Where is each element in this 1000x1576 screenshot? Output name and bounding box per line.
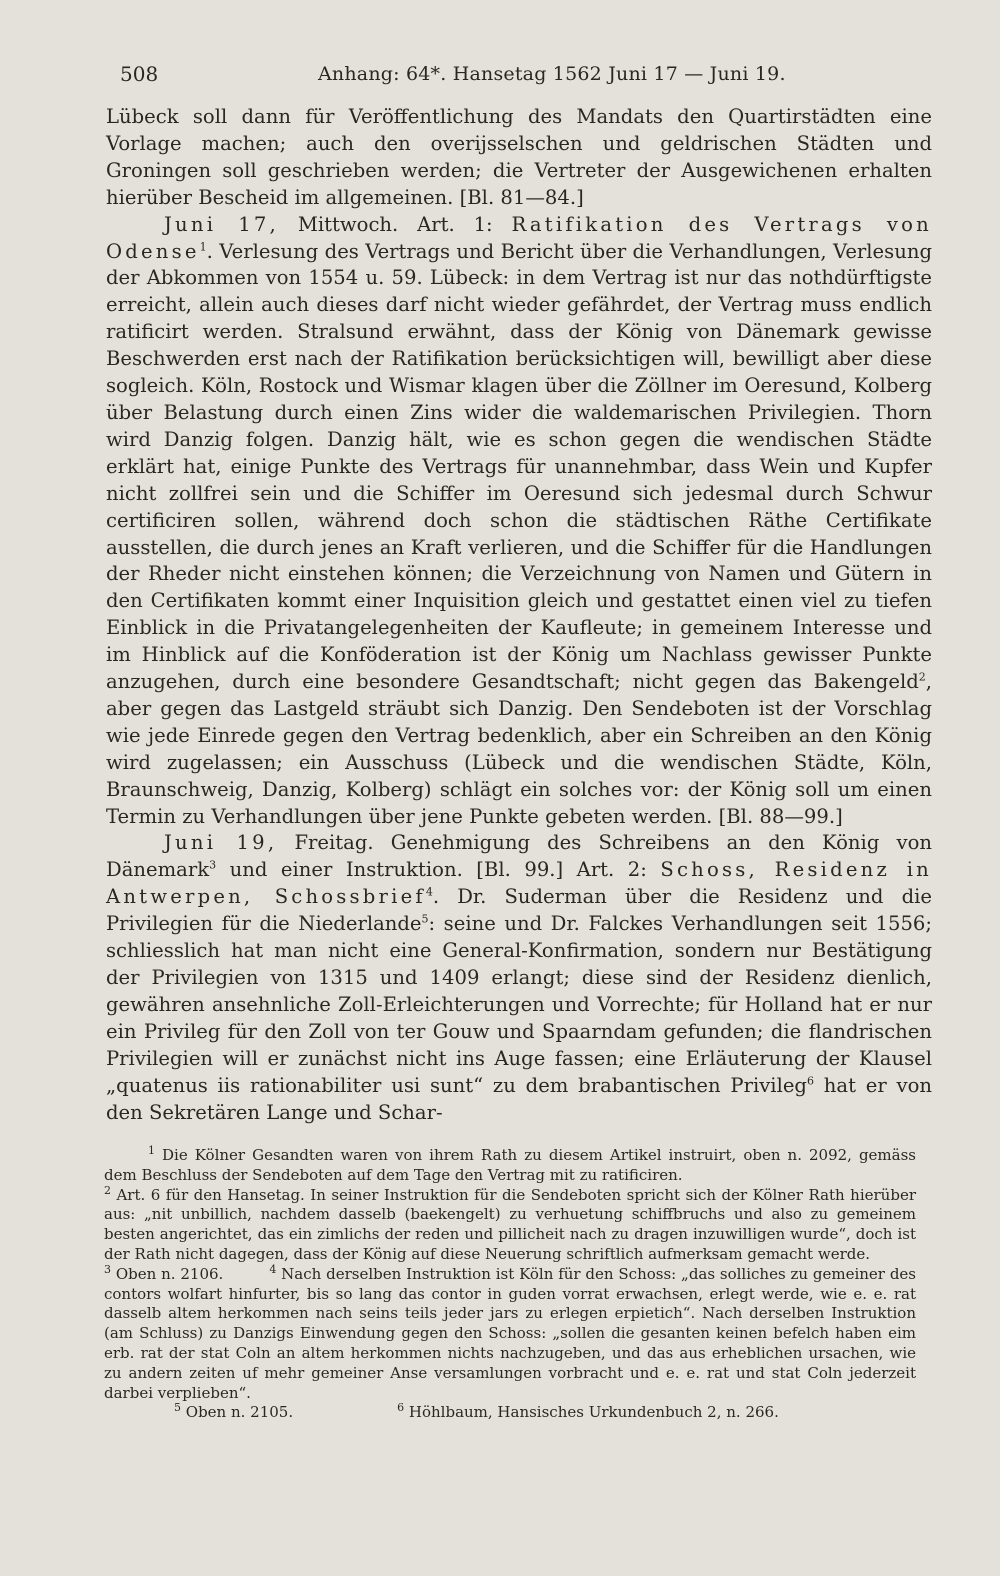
paragraph-text: : seine und Dr. Falckes Verhandlungen seit 1556; schliesslich hat man nicht eine General-Konfirmation, sondern nur Bestätigung der Privilegien von 1315 und 1409 erlangt; diese sind der Residenz dienlich, gewähren ansehnliche Zoll-Erleichterungen und Vorrechte; für Holland hat er nur ein Privileg für den Zoll von ter Gouw und Spaarndam gefunden; die flandrischen Privilegien will er zunächst nicht ins Auge fassen; eine Erläuterung der Klausel „quatenus iis rationabiliter usi sunt“ zu dem brabantischen Privileg <box>106 912 932 1097</box>
footnote-1 <box>104 1146 916 1186</box>
entry-date: Juni 19, <box>164 831 278 855</box>
paragraph-text: hat er von den Sekretären Lange und Schar- <box>106 1073 932 1124</box>
article-topic: Schoss, Residenz in Antwerpen, Schossbrief <box>106 858 932 909</box>
page-number: 508 <box>120 62 159 86</box>
footnote-2-3-4 <box>104 1183 916 1404</box>
paragraph-text: Freitag. Genehmigung des Schreibens an den König von Dänemark <box>106 831 932 882</box>
footnote-text: Nach derselben Instruktion ist Köln für den Schoss: „das solliches zu gemeiner des contors wolfart hinfurter, bis so lang das contor in guden vorrat erwachsen, erlegt werde, wie e. e. rat dasselb altem herkommen nach seins teils jeder jars zu erlegen erpietich“. Nach derselben Instruktion (am Schluss) zu Danzigs Einwendung gegen den Schoss: „sollen die gesanten keinen befelch haben eim erb. rat der stat Coln an altem herkommen nichts nachzugeben, und das aus erheblichen ursachen, wie zu andern zeiten uf mehr gemeiner Anse versamlungen vorbracht und e. e. rat und stat Coln jederzeit darbei verplieben“. <box>104 1264 916 1402</box>
main-text <box>106 104 932 1126</box>
footnote-ref: 4 <box>425 885 433 899</box>
article-number: Art. 1: <box>417 212 493 236</box>
footnote-ref: 5 <box>421 912 429 926</box>
paragraph-text: und einer Instruktion. [Bl. 99.] Art. 2: <box>216 858 647 882</box>
paragraph-text: . Dr. Suderman über die Residenz und die Privilegien für die Niederlande <box>106 885 933 936</box>
paragraph-june-17 <box>106 212 932 831</box>
footnotes <box>104 1146 916 1423</box>
footnote-text: Oben n. 2105. <box>181 1403 294 1422</box>
paragraph-text: . Verlesung des Vertrags und Bericht über die Verhandlungen, Verlesung der Abkommen von 1554 u. 59. Lübeck: in dem Vertrag ist nur das nothdürftigste erreicht, allein auch dieses darf nicht wieder gefährdet, der Vertrag muss endlich ratificirt werden. Stralsund erwähnt, dass der König von Dänemark gewisse Beschwerden erst nach der Ratifikation berücksichtigen will, bewilligt aber diese sogleich. Köln, Rostock und Wismar klagen über die Zöllner im Oeresund, Kolberg über Belastung durch einen Zins wider die waldemarischen Privilegien. Thorn wird Danzig folgen. Danzig hält, wie es schon gegen die wendischen Städte erklärt hat, einige Punkte des Vertrags für unannehmbar, dass Wein und Kupfer nicht zollfrei sein und die Schiffer im Oeresund sich jedesmal durch Schwur certificiren sollen, während doch schon die städtischen Räthe Certifikate ausstellen, die durch jenes an Kraft verlieren, und die Schiffer für die Handlungen der Rheder nicht einstehen können; die Verzeichnung von Namen und Gütern in den Certifikaten kommt einer Inquisition gleich und gestattet einen viel zu tiefen Einblick in die Privatangelegenheiten der Kaufleute; in gemeinem Interesse und im Hinblick auf die Konföderation ist der König um Nachlass gewisser Punkte anzugehen, durch eine besondere Gesandtschaft; nicht gegen das Bakengeld <box>106 239 932 694</box>
footnote-text: Art. 6 für den Hansetag. In seiner Instruktion für die Sendeboten spricht sich der Kölner Rath hierüber aus: „nit unbillich, nachdem dasselb (baekengelt) zu verhuetung schiffbruchs und also zu gemeinem besten angerichtet, das ein zimlichs der reden und pillicheit nach zu dragen inzuwilligen wurde“, doch ist der Rath nicht dagegen, dass der König auf diese Neuerung schriftlich aufmerksam gemacht werde. <box>104 1185 916 1263</box>
entry-date: Juni 17, <box>164 212 279 236</box>
footnote-mark: 1 <box>148 1144 155 1157</box>
paragraph-june-19 <box>106 830 932 1126</box>
entry-weekday: Mittwoch. <box>297 212 399 236</box>
footnote-ref: 2 <box>918 670 926 684</box>
footnote-text: Höhlbaum, Hansisches Urkundenbuch 2, n. 266. <box>404 1403 779 1422</box>
footnote-mark: 5 <box>174 1401 181 1415</box>
footnote-text: Die Kölner Gesandten waren von ihrem Rath zu diesem Artikel instruirt, oben n. 2092, gemäss dem Beschluss der Sendeboten auf dem Tage den Vertrag mit zu ratificiren. <box>104 1146 916 1184</box>
paragraph-text: , aber gegen das Lastgeld sträubt sich Danzig. Den Sendeboten ist der Vorschlag wie jede Einrede gegen den Vertrag bedenklich, aber ein Schreiben an den König wird zugelassen; ein Ausschuss (Lübeck und die wendischen Städte, Köln, Braunschweig, Danzig, Kolberg) schlägt ein solches vor: der König soll um einen Termin zu Verhandlungen über jene Punkte gebeten werden. [Bl. 88—99.] <box>106 670 932 828</box>
footnote-text: Oben n. 2106. <box>111 1264 224 1283</box>
footnote-mark: 2 <box>104 1183 111 1197</box>
footnote-mark: 6 <box>397 1401 405 1415</box>
footnote-5-6 <box>104 1403 916 1423</box>
article-topic: Ratifikation des Vertrags von Odense <box>106 212 932 263</box>
footnote-mark: 4 <box>269 1262 277 1276</box>
footnote-mark: 3 <box>104 1262 111 1276</box>
running-title: Anhang: 64*. Hansetag 1562 Juni 17 — Juni 19. <box>318 63 786 85</box>
footnote-ref: 3 <box>209 858 217 872</box>
footnote-ref: 6 <box>806 1074 814 1088</box>
paragraph-1: Lübeck soll dann für Veröffentlichung des Mandats den Quartirstädten eine Vorlage machen; auch den overijsselschen und geldrischen Städten und Groningen soll geschrieben werden; die Vertreter der Ausgewichenen erhalten hierüber Bescheid im allgemeinen. [Bl. 81—84.] <box>106 105 932 209</box>
footnote-ref: 1 <box>199 240 207 253</box>
